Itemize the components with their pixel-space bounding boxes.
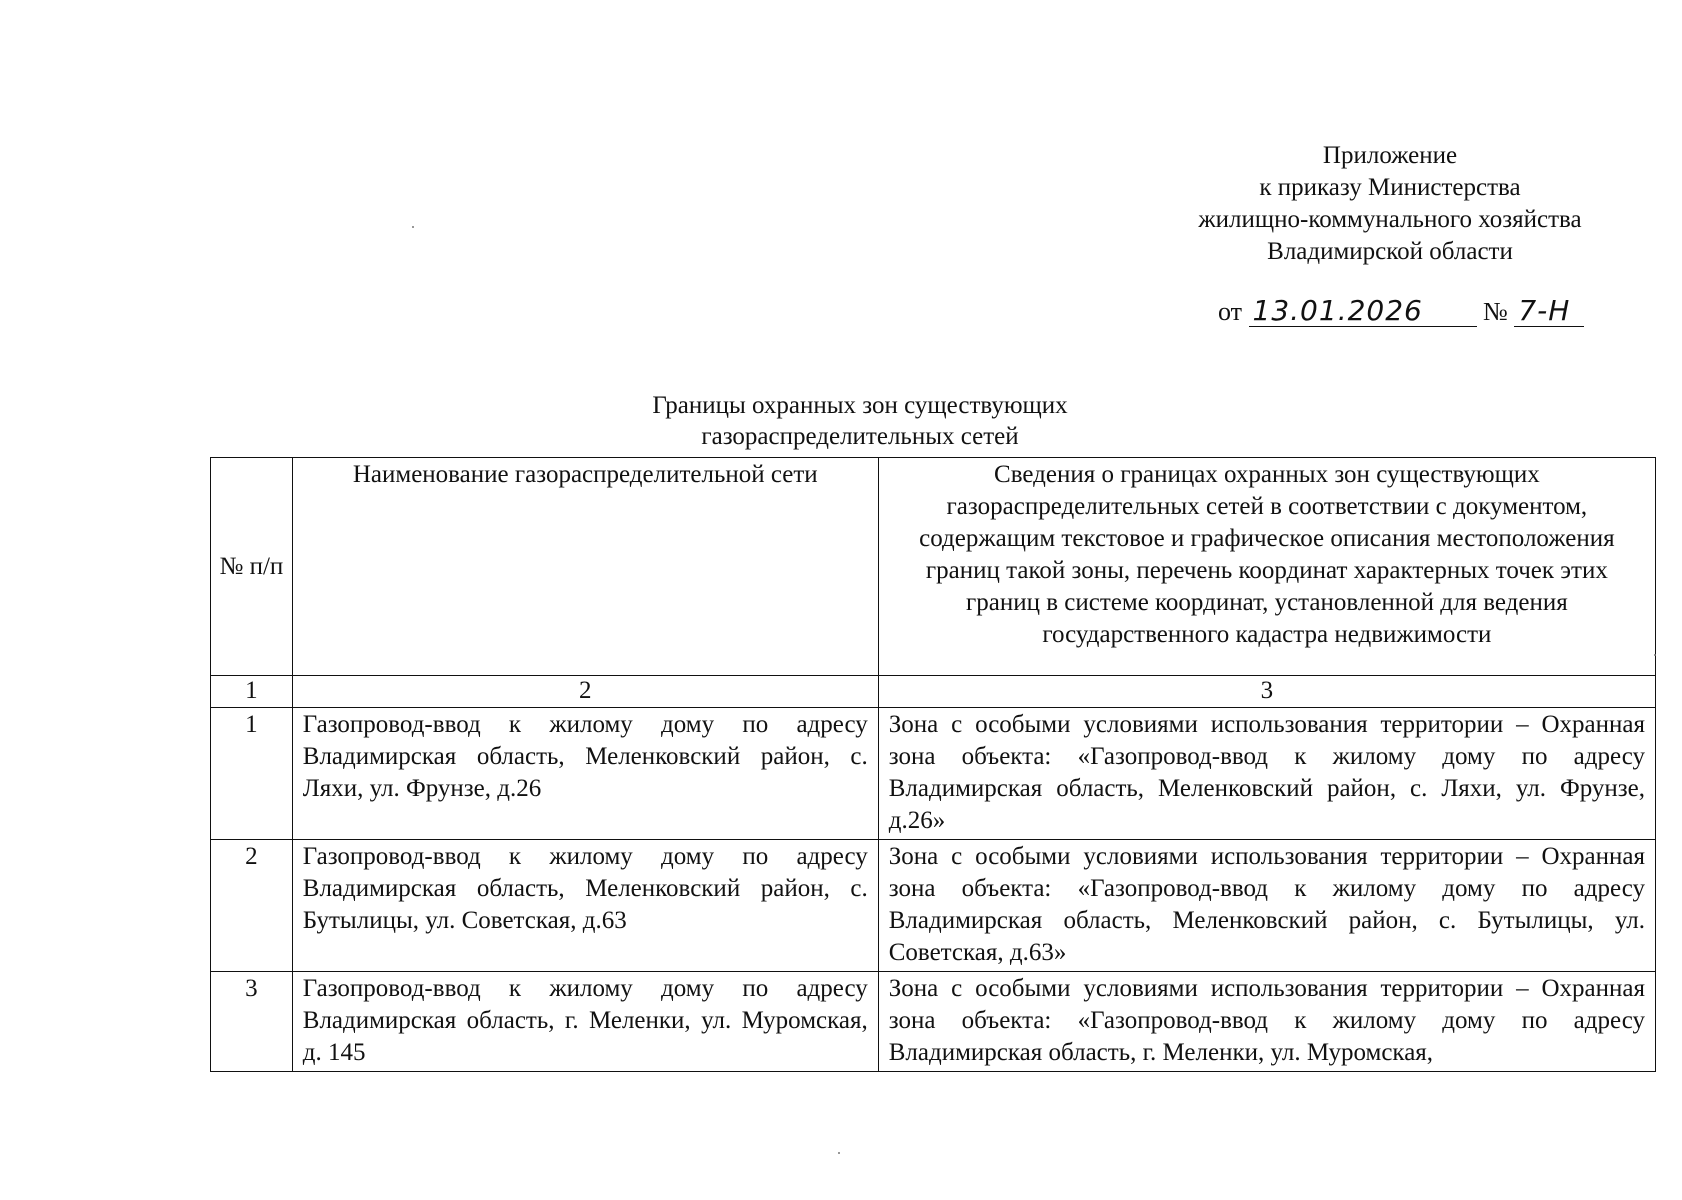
row-number: 2 — [211, 840, 293, 972]
column-number: 3 — [878, 676, 1655, 708]
column-number: 2 — [292, 676, 878, 708]
number-label: № — [1483, 297, 1508, 326]
from-label: от — [1218, 297, 1243, 326]
table-row — [211, 840, 1656, 972]
row-number: 1 — [211, 708, 293, 840]
scan-speck — [412, 226, 414, 228]
protection-zones-table — [210, 457, 1656, 1072]
title-line: Границы охранных зон существующих — [652, 392, 1068, 419]
network-name-cell: Газопровод-ввод к жилому дому по адресу Владимирская область, г. Меленки, ул. Муромская, д. 145 — [292, 972, 878, 1072]
scan-speck — [838, 1152, 840, 1154]
document-title — [460, 390, 1260, 452]
handwritten-number: 7-Н — [1514, 296, 1584, 327]
header-zone-info: Сведения о границах охранных зон существующих газораспределительных сетей в соответствии с документом, содержащим текстовое и графическое описания местоположения границ такой зоны, перечень координат характерных точек этих границ в системе координат, установленной для ведения государственного кадастра недвижимости — [878, 458, 1655, 676]
network-name-cell: Газопровод-ввод к жилому дому по адресу Владимирская область, Меленковский район, с. Бутылицы, ул. Советская, д.63 — [292, 840, 878, 972]
appendix-title: Приложение — [1322, 142, 1458, 169]
header-network-name: Наименование газораспределительной сети — [292, 458, 878, 676]
header-number: № п/п — [211, 458, 293, 676]
network-name-cell: Газопровод-ввод к жилому дому по адресу Владимирская область, Меленковский район, с. Ляхи, ул. Фрунзе, д.26 — [292, 708, 878, 840]
appendix-line: к приказу Министерства — [1259, 174, 1521, 201]
zone-info-cell: Зона с особыми условиями использования территории – Охранная зона объекта: «Газопровод-ввод к жилому дому по адресу Владимирская область, Меленковский район, с. Бутылицы, ул. Советская, д.63» — [878, 840, 1655, 972]
table-header-row — [211, 458, 1656, 676]
scan-speck — [1654, 654, 1656, 656]
handwritten-date: 13.01.2026 — [1249, 296, 1477, 327]
table-row — [211, 708, 1656, 840]
appendix-line: Владимирской области — [1267, 238, 1513, 265]
zone-info-cell: Зона с особыми условиями использования территории – Охранная зона объекта: «Газопровод-ввод к жилому дому по адресу Владимирская область, г. Меленки, ул. Муромская, — [878, 972, 1655, 1072]
appendix-line: жилищно-коммунального хозяйства — [1198, 206, 1582, 233]
row-number: 3 — [211, 972, 293, 1072]
zone-info-cell: Зона с особыми условиями использования территории – Охранная зона объекта: «Газопровод-ввод к жилому дому по адресу Владимирская область, Меленковский район, с. Ляхи, ул. Фрунзе, д.26» — [878, 708, 1655, 840]
column-numbers-row — [211, 676, 1656, 708]
column-number: 1 — [211, 676, 293, 708]
table-row — [211, 972, 1656, 1072]
order-date-number — [1218, 296, 1584, 327]
appendix-block — [1140, 140, 1640, 268]
title-line: газораспределительных сетей — [701, 423, 1019, 450]
